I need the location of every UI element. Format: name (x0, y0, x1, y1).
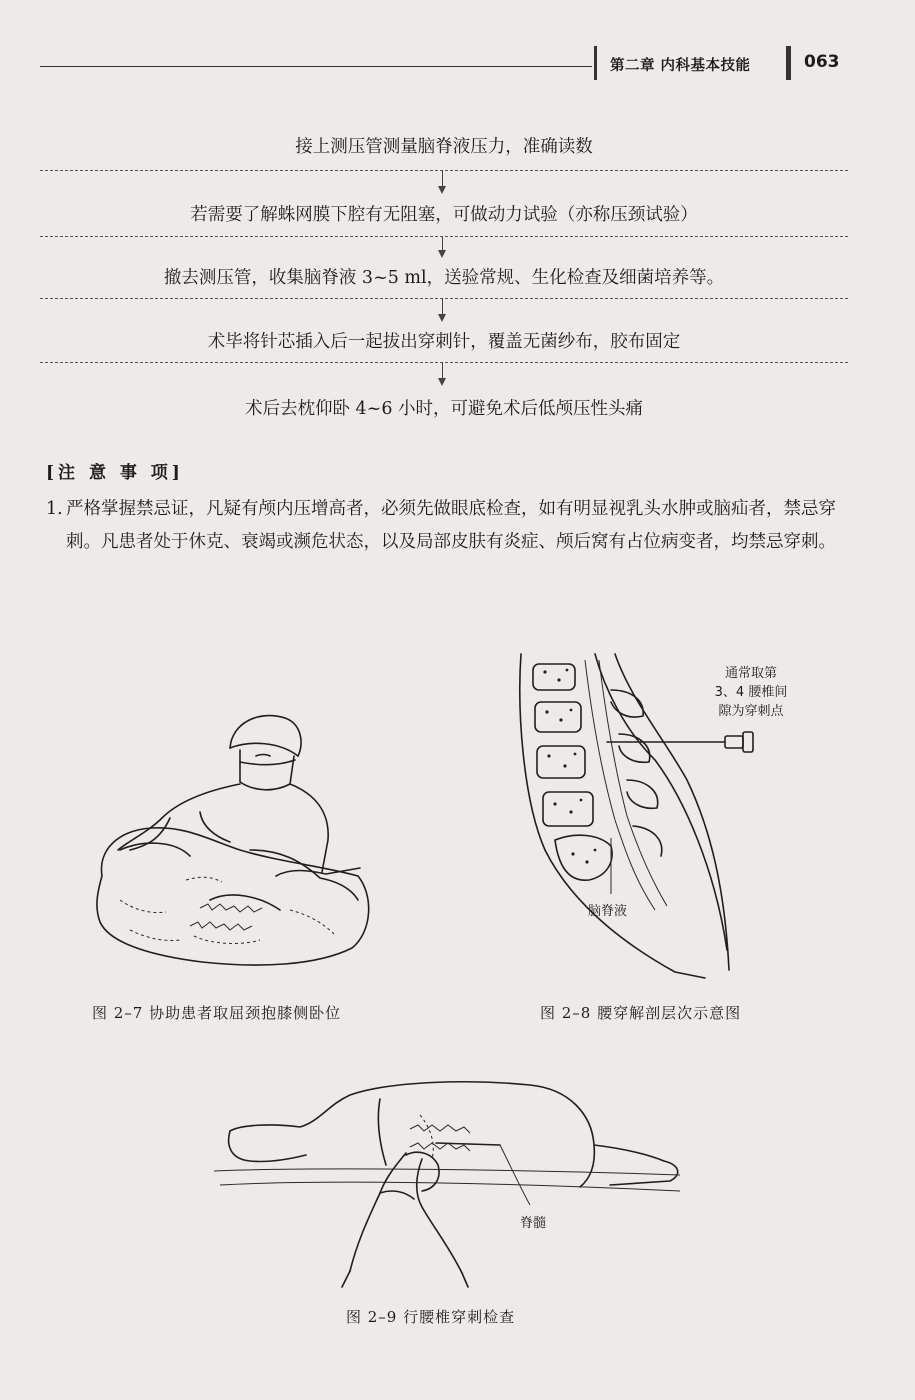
figure-2-9-caption: 图 2–9 行腰椎穿刺检查 (346, 1308, 516, 1326)
figure-2-8-caption: 图 2–8 腰穿解剖层次示意图 (540, 1004, 742, 1022)
label-line: 3、4 腰椎间 (714, 685, 788, 700)
figure-2-7-caption: 图 2–7 协助患者取屈颈抱膝侧卧位 (92, 1004, 342, 1022)
figure-2-9-illustration (210, 1075, 690, 1290)
flow-arrow (442, 236, 443, 256)
page-number: 063 (804, 52, 840, 72)
header-rule (40, 66, 592, 67)
header-divider (594, 46, 597, 80)
flow-step-4: 术毕将针芯插入后一起拔出穿刺针，覆盖无菌纱布，胶布固定 (207, 332, 681, 352)
flow-arrow (442, 298, 443, 320)
flow-step-2: 若需要了解蛛网膜下腔有无阻塞，可做动力试验（亦称压颈试验） (190, 205, 698, 225)
flow-step-3: 撤去测压管，收集脑脊液 3~5 ml，送验常规、生化检查及细菌培养等。 (163, 268, 725, 288)
note-number: 1. (46, 499, 63, 519)
label-line: 隙为穿刺点 (718, 704, 784, 719)
flow-step-1: 接上测压管测量脑脊液压力，准确读数 (295, 137, 593, 157)
figure-2-9-label-cord: 脊髓 (520, 1216, 547, 1231)
figure-2-8-label-puncture (706, 662, 796, 719)
note-text: 严格掌握禁忌证，凡疑有颅内压增高者，必须先做眼底检查，如有明显视乳头水肿或脑疝者，禁忌穿刺。凡患者处于休克、衰竭或濒危状态，以及局部皮肤有炎症、颅后窝有占位病变者，均禁忌穿刺。 (66, 499, 836, 552)
label-line: 通常取第 (724, 666, 777, 681)
flow-arrow (442, 170, 443, 192)
figure-2-8-label-csf: 脑脊液 (588, 904, 628, 919)
flow-divider (40, 170, 848, 171)
flow-divider (40, 362, 848, 363)
note-item-1 (46, 493, 856, 559)
flow-divider (40, 236, 848, 237)
flow-divider (40, 298, 848, 299)
figure-2-7-illustration (90, 700, 380, 990)
chapter-title: 第二章 内科基本技能 (610, 58, 751, 74)
flow-step-5: 术后去枕仰卧 4~6 小时，可避免术后低颅压性头痛 (244, 399, 644, 419)
header-divider-thick (786, 46, 791, 80)
flow-arrow (442, 362, 443, 384)
notes-heading: [注 意 事 项] (46, 463, 184, 483)
